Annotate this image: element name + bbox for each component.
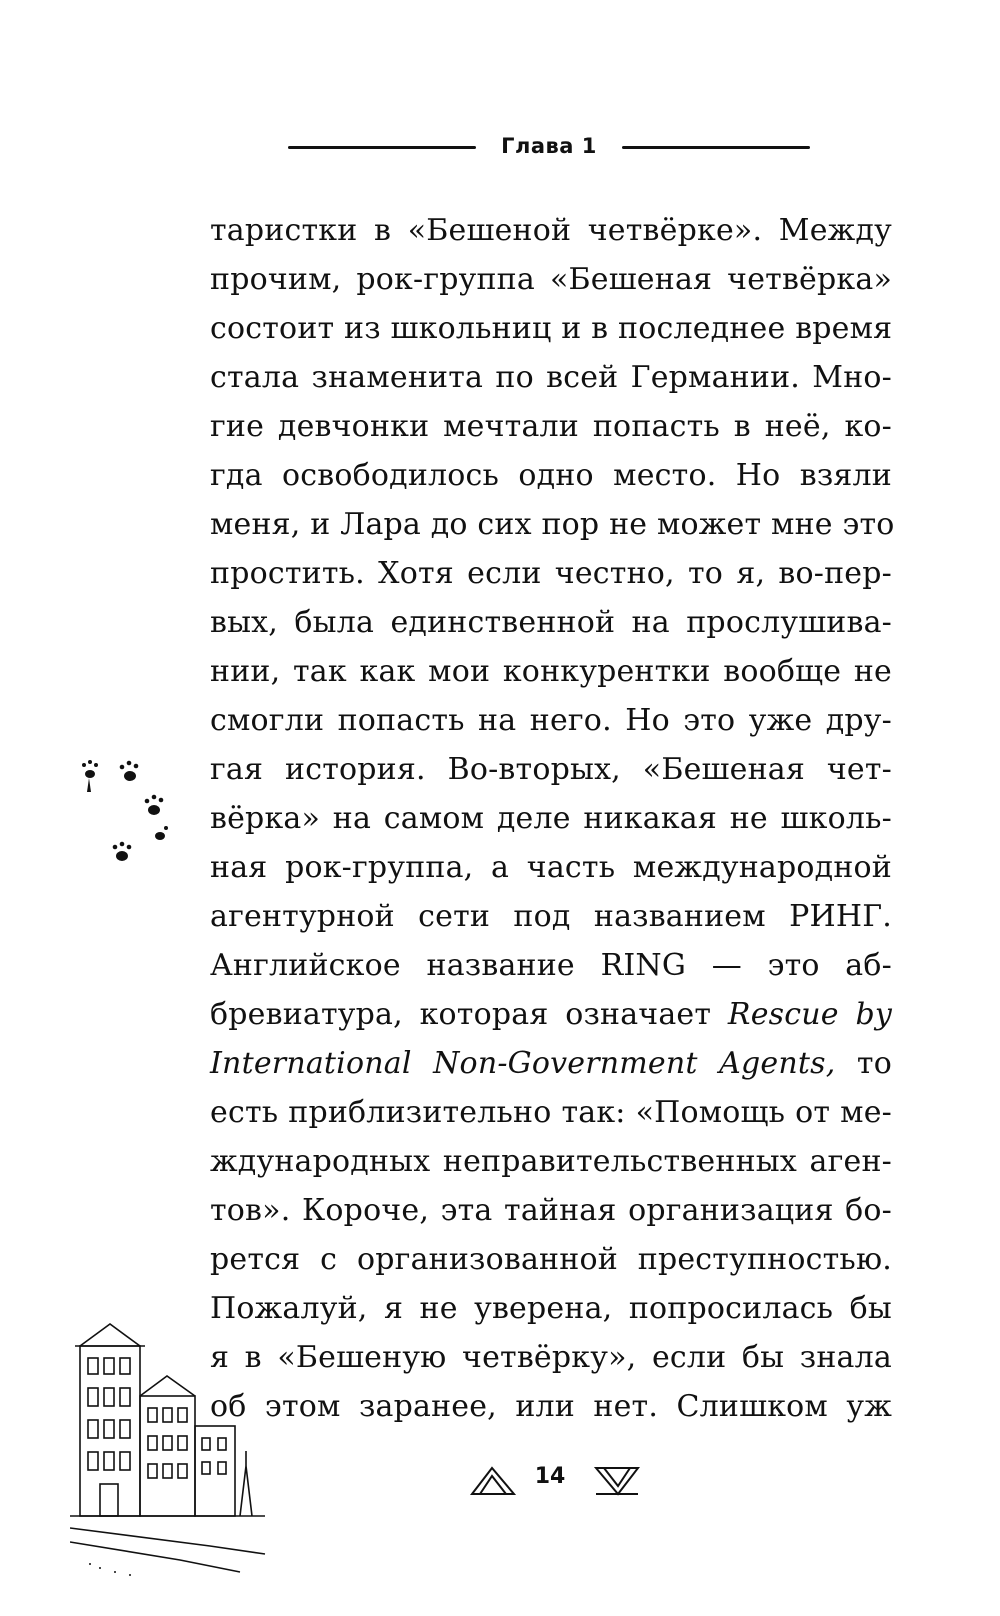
text-line: есть приблизительно так: «Помощь от ме-	[210, 1095, 892, 1130]
text-line: гие девчонки мечтали попасть в неё, ко-	[210, 409, 892, 444]
page-footer	[0, 1462, 1000, 1502]
text-line: простить. Хотя если честно, то я, во-пер-	[210, 556, 892, 591]
text-line: гая история. Во-вторых, «Бешеная чет-	[210, 752, 892, 787]
diamond-ornament-icon	[594, 1464, 640, 1498]
chapter-header	[0, 128, 1000, 168]
text-line: ждународных неправительственных аген-	[210, 1144, 892, 1179]
text-line: я в «Бешеную четвёрку», если бы знала	[210, 1340, 892, 1375]
text-line: агентурной сети под названием РИНГ.	[210, 899, 892, 934]
text-line: таристки в «Бешеной четвёрке». Между	[210, 213, 892, 248]
paw-prints-icon	[78, 758, 188, 878]
text-line: тов». Короче, эта тайная организация бо-	[210, 1193, 892, 1228]
text-line: Английское название RING — это аб-	[210, 948, 892, 983]
text-line: нии, так как мои конкурентки вообще не	[210, 654, 892, 689]
text-line: состоит из школьниц и в последнее время	[210, 311, 893, 346]
text-line: прочим, рок-группа «Бешеная четвёрка»	[210, 262, 892, 297]
header-rule-left	[288, 146, 476, 149]
italic-phrase: International Non-Government Agents,	[210, 1046, 836, 1081]
text-line-mixed	[210, 990, 892, 1039]
text-line: смогли попасть на него. Но это уже дру-	[210, 703, 892, 738]
body-text	[210, 206, 895, 1431]
text-line: вых, была единственной на прослушива-	[210, 605, 892, 640]
text-line: меня, и Лара до сих пор не может мне это	[210, 507, 895, 542]
text-line: вёрка» на самом деле никакая не школь-	[210, 801, 892, 836]
text-line: ная рок-группа, а часть международной	[210, 850, 892, 885]
text-line: стала знаменита по всей Германии. Мно-	[210, 360, 892, 395]
header-rule-right	[622, 146, 810, 149]
italic-phrase: Rescue by	[727, 997, 892, 1032]
text-line: рется с организованной преступностью.	[210, 1242, 892, 1277]
text-line-mixed	[210, 1039, 892, 1088]
diamond-ornament-icon	[470, 1464, 516, 1498]
chapter-title: Глава 1	[501, 134, 597, 158]
townhouse-illustration	[70, 1316, 270, 1578]
text-line: гда освободилось одно место. Но взяли	[210, 458, 892, 493]
text-line: Пожалуй, я не уверена, попросилась бы	[210, 1291, 892, 1326]
page-number: 14	[534, 1464, 566, 1489]
text-line: об этом заранее, или нет. Слишком уж	[210, 1389, 892, 1424]
text-segment: то	[856, 1046, 892, 1081]
text-segment: бревиатура, которая означает	[210, 997, 728, 1032]
